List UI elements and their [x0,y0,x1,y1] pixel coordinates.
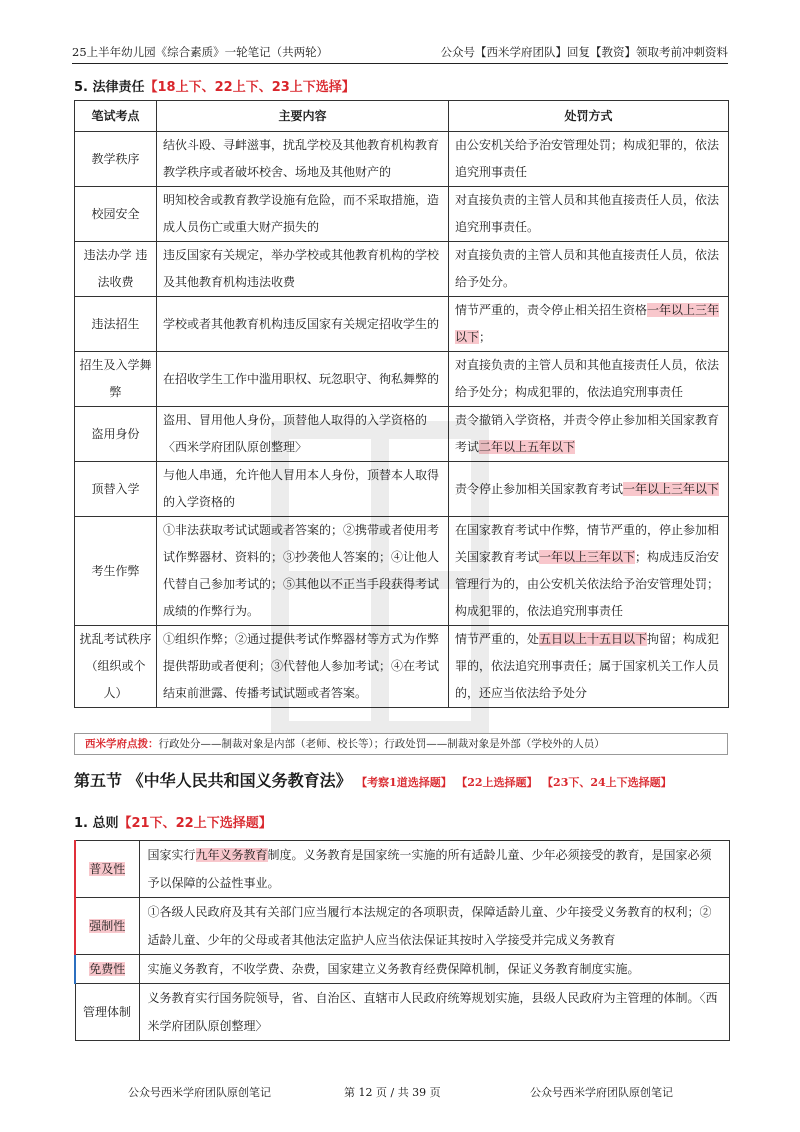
row-key: 盗用身份 [75,407,157,462]
general-provisions-table [74,840,730,1041]
content-highlight: 九年义务教育 [195,848,268,862]
col-header-content: 主要内容 [157,101,449,132]
tip-text: 行政处分——制裁对象是内部（老师、校长等）；行政处罚——制裁对象是外部（学校外的人员） [158,738,605,750]
row-content: 在招收学生工作中滥用职权、玩忽职守、徇私舞弊的 [157,352,449,407]
tip-note [74,733,728,755]
penalty-highlight: 一年以上三年以下 [455,303,720,344]
chapter-tag: 【考察1道选择题】 [361,776,452,789]
row-penalty [449,462,729,517]
row-key: 招生及入学舞弊 [75,352,157,407]
header-right: 公众号【西米学府团队】回复【教资】领取考前冲刺资料 [440,45,728,59]
penalty-text: ； [479,330,492,344]
table-row [75,297,729,352]
penalty-highlight: 一年以上三年以下 [539,550,636,564]
row-content: ①各级人民政府及其有关部门应当履行本法规定的各项职责，保障适龄儿童、少年接受义务教育的权利；②适龄儿童、少年的父母或者其他法定监护人应当依法保证其按时入学接受并完成义务教育 [139,898,729,955]
table-row [75,898,729,955]
row-key [75,955,139,984]
key-highlight: 普及性 [89,862,126,876]
col-header-penalty: 处罚方式 [449,101,729,132]
section-title [74,76,355,95]
row-content: 违反国家有关规定，举办学校或其他教育机构的学校及其他教育机构违法收费 [157,242,449,297]
tip-lead: 西米学府点拨： [85,738,159,750]
row-key: 违法办学 违法收费 [75,242,157,297]
table-row [75,955,729,984]
row-content: 与他人串通，允许他人冒用本人身份，顶替本人取得的入学资格的 [157,462,449,517]
row-penalty: 对直接负责的主管人员和其他直接责任人员，依法追究刑事责任。 [449,187,729,242]
row-content: 实施义务教育，不收学费、杂费，国家建立义务教育经费保障机制，保证义务教育制度实施。 [139,955,729,984]
penalty-text: 情节严重的，处 [455,632,540,646]
table-row [75,841,729,898]
penalty-highlight: 二年以上五年以下 [479,440,576,454]
col-header-key: 笔试考点 [75,101,157,132]
chapter-title-text: 第五节 《中华人民共和国义务教育法》 [74,771,352,790]
table-row [75,626,729,708]
section-title-text: 5. 法律责任 [74,80,145,95]
row-penalty: 对直接负责的主管人员和其他直接责任人员，依法给予处分；构成犯罪的，依法追究刑事责任 [449,352,729,407]
table-header-row [75,101,729,132]
row-content [139,841,729,898]
table-row [75,187,729,242]
penalty-text: 情节严重的，责令停止相关招生资格 [455,303,648,317]
content-text: 国家实行 [147,848,196,862]
chapter-tag: 【23下、24上下选择题】 [547,776,672,789]
row-key: 顶替入学 [75,462,157,517]
penalty-highlight: 一年以上三年以下 [623,481,720,496]
key-highlight: 强制性 [89,919,126,933]
row-key: 扰乱考试秩序（组织或个人） [75,626,157,708]
legal-liability-table [74,100,729,708]
subsection-title [74,812,272,831]
table-row [75,132,729,187]
subsection-title-text: 1. 总则 [74,816,119,831]
row-penalty [449,297,729,352]
penalty-text: 责令停止参加相关国家教育考试 [455,481,624,496]
penalty-text: ；构成违反治安管理行为的，由公安机关依法给予治安管理处罚；构成犯罪的，依法追究刑事责任 [455,550,720,618]
subsection-tag: 【21下、22上下选择题】 [118,816,272,831]
row-content: 结伙斗殴、寻衅滋事，扰乱学校及其他教育机构教育教学秩序或者破坏校舍、场地及其他财产的 [157,132,449,187]
row-content: ①非法获取考试试题或者答案的；②携带或者使用考试作弊器材、资料的；③抄袭他人答案的；④让他人代替自己参加考试的；⑤其他以不正当手段获得考试成绩的作弊行为。 [157,517,449,626]
footer-right: 公众号西米学府团队原创笔记 [530,1086,673,1099]
row-key [75,841,139,898]
table-row [75,352,729,407]
penalty-text: 拘留；构成犯罪的，依法追究刑事责任；属于国家机关工作人员的，还应当依法给予处分 [455,632,720,700]
row-key: 考生作弊 [75,517,157,626]
row-content: 义务教育实行国务院领导，省、自治区、直辖市人民政府统筹规划实施，县级人民政府为主管理的体制。〈西米学府团队原创整理〉 [139,984,729,1041]
row-content: 学校或者其他教育机构违反国家有关规定招收学生的 [157,297,449,352]
chapter-tag: 【22上选择题】 [461,776,538,789]
row-penalty [449,407,729,462]
penalty-text: 在国家教育考试中作弊，情节严重的，停止参加相关国家教育考试 [455,523,720,564]
key-highlight: 免费性 [89,962,126,976]
table-row [75,984,729,1041]
row-penalty: 对直接负责的主管人员和其他直接责任人员，依法给予处分。 [449,242,729,297]
header-left: 25上半年幼儿园《综合素质》一轮笔记（共两轮） [72,45,329,59]
table-row [75,407,729,462]
penalty-text: 责令撤销入学资格，并责令停止参加相关国家教育考试 [455,413,720,454]
footer-left: 公众号西米学府团队原创笔记 [128,1086,271,1099]
row-key: 校园安全 [75,187,157,242]
row-key: 管理体制 [75,984,139,1041]
row-key: 违法招生 [75,297,157,352]
table-row [75,517,729,626]
row-key [75,898,139,955]
page-number: 第 12 页 / 共 39 页 [344,1086,441,1099]
section-tag: 【18上下、22上下、23上下选择】 [144,80,355,95]
chapter-title [74,768,672,791]
penalty-highlight: 五日以上十五日以下 [539,632,648,646]
table-row [75,462,729,517]
content-text: 制度。义务教育是国家统一实施的所有适龄儿童、少年必须接受的教育，是国家必须予以保障的公益性事业。 [147,848,712,890]
row-content: 明知校舍或教育教学设施有危险，而不采取措施，造成人员伤亡或重大财产损失的 [157,187,449,242]
row-penalty [449,626,729,708]
row-key: 教学秩序 [75,132,157,187]
table-row [75,242,729,297]
row-penalty: 由公安机关给予治安管理处罚；构成犯罪的，依法追究刑事责任 [449,132,729,187]
row-penalty [449,517,729,626]
row-content: 盗用、冒用他人身份，顶替他人取得的入学资格的〈西米学府团队原创整理〉 [157,407,449,462]
row-content: ①组织作弊；②通过提供考试作弊器材等方式为作弊提供帮助或者便利；③代替他人参加考试；④在考试结束前泄露、传播考试试题或者答案。 [157,626,449,708]
page-header [72,40,728,64]
